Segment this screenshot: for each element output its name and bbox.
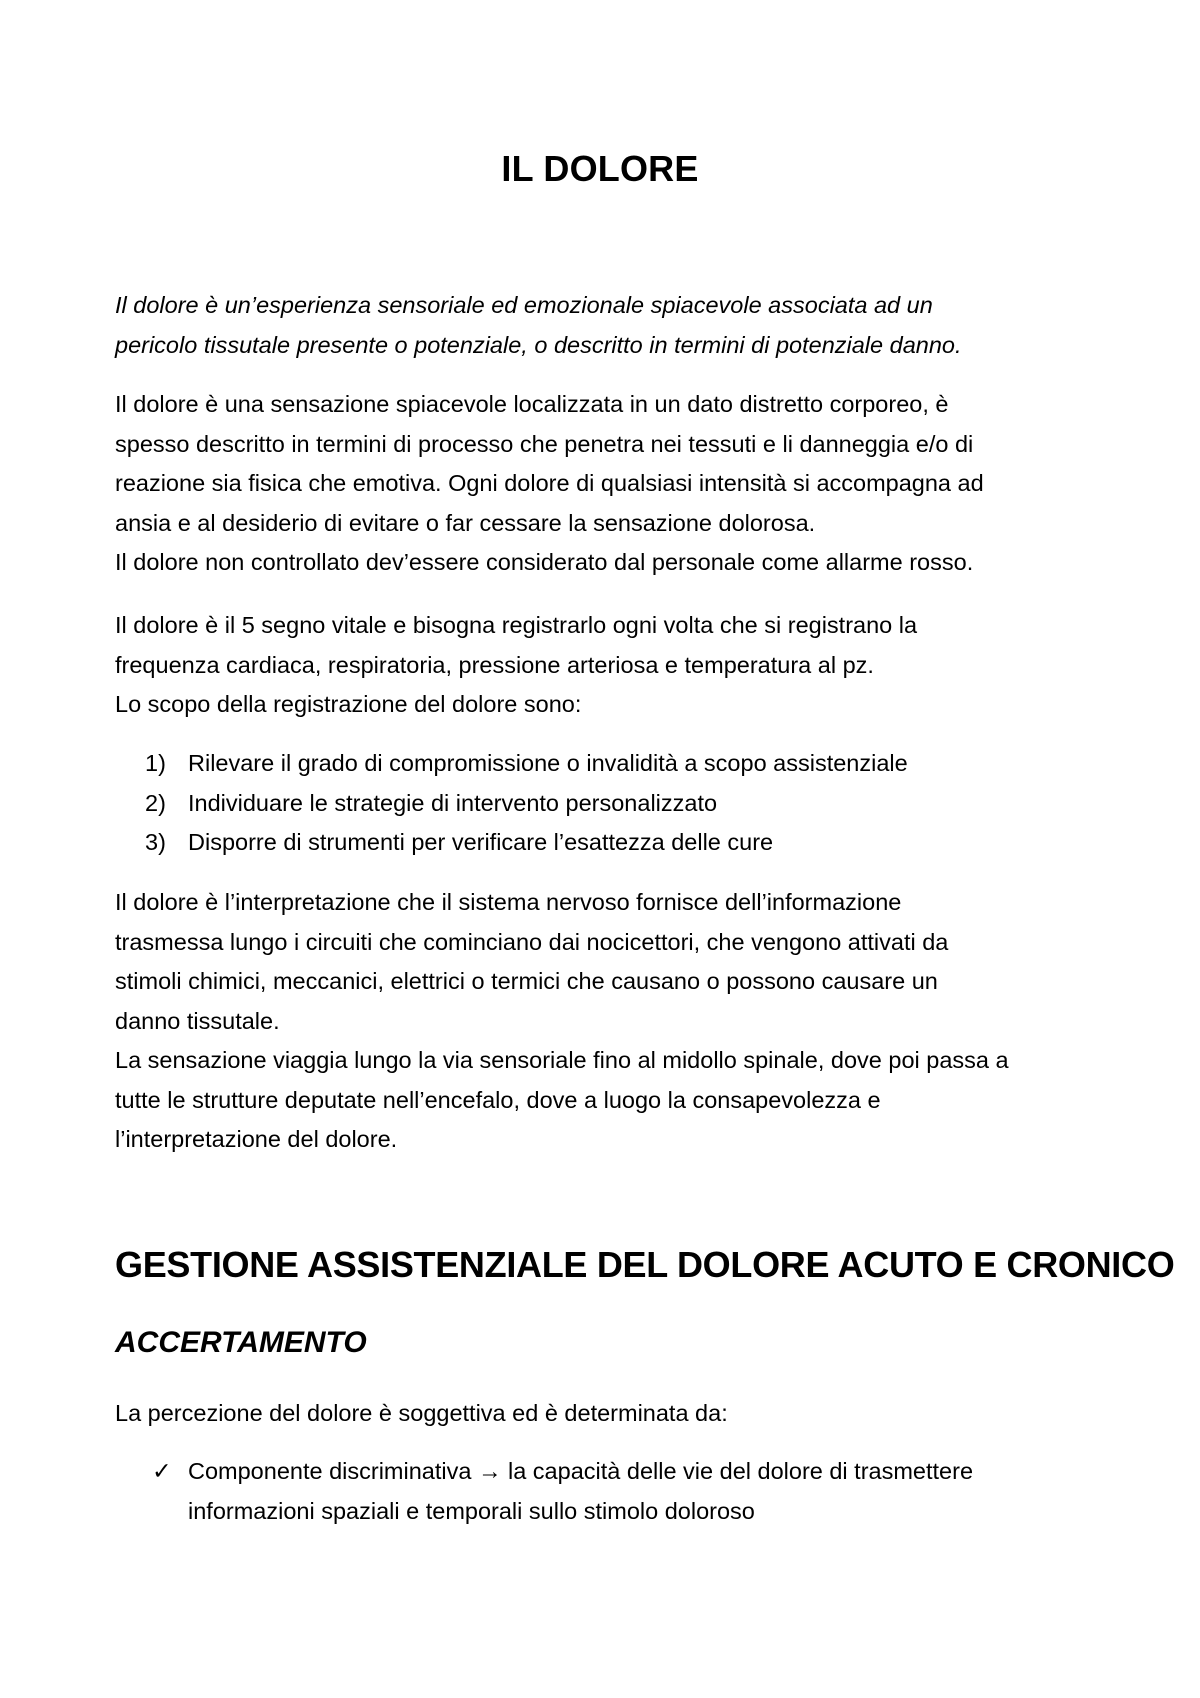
checkmark-icon: ✓ (152, 1458, 172, 1484)
list-number: 3) (145, 829, 166, 855)
document-title: IL DOLORE (501, 148, 699, 189)
paragraph-line: Lo scopo della registrazione del dolore sono: (115, 691, 582, 717)
list-item-text: Individuare le strategie di intervento personalizzato (188, 789, 718, 816)
purpose-list (145, 744, 1075, 863)
paragraph-line: Il dolore non controllato dev’essere considerato dal personale come allarme rosso. (115, 549, 974, 575)
list-item-text: Disporre di strumenti per verificare l’esattezza delle cure (188, 829, 774, 855)
paragraph-line: Il dolore è l’interpretazione che il sistema nervoso fornisce dell’informazione (115, 889, 902, 915)
list-item (145, 823, 1075, 863)
paragraph-line: Il dolore è una sensazione spiacevole localizzata in un dato distretto corporeo, è (115, 391, 949, 417)
subsection-heading: ACCERTAMENTO (115, 1326, 367, 1359)
list-item-text (188, 1452, 973, 1531)
list-item-line: Componente discriminativa → la capacità delle vie del dolore di trasmettere (188, 1458, 974, 1484)
paragraph-line: trasmessa lungo i circuiti che cominciano dai nocicettori, che vengono attivati da (115, 928, 949, 955)
list-item-text: Rilevare il grado di compromissione o invalidità a scopo assistenziale (188, 750, 908, 776)
definition-paragraph (115, 286, 1075, 365)
list-item (145, 744, 1075, 784)
list-item (145, 784, 1075, 824)
list-number: 1) (145, 750, 166, 776)
determinants-list (152, 1452, 1082, 1531)
paragraph-line: ansia e al desiderio di evitare o far cessare la sensazione dolorosa. (115, 509, 816, 536)
perception-paragraph (115, 1394, 1075, 1434)
paragraph-line: spesso descritto in termini di processo che penetra nei tessuti e li danneggia e/o di (115, 430, 974, 457)
paragraph-line: La sensazione viaggia lungo la via sensoriale fino al midollo spinale, dove poi passa a (115, 1047, 1009, 1073)
list-number: 2) (145, 789, 166, 816)
definition-line: Il dolore è un’esperienza sensoriale ed emozionale spiacevole associata ad un (115, 292, 933, 318)
section-heading: GESTIONE ASSISTENZIALE DEL DOLORE ACUTO E CRONICO (115, 1244, 1175, 1285)
paragraph-line: La percezione del dolore è soggettiva ed è determinata da: (115, 1400, 728, 1426)
list-item (152, 1452, 1082, 1531)
interpretation-paragraph (115, 883, 1075, 1160)
paragraph-line: tutte le strutture deputate nell’encefalo, dove a luogo la consapevolezza e (115, 1086, 881, 1113)
definition-line: pericolo tissutale presente o potenziale, o descritto in termini di potenziale danno. (115, 331, 962, 358)
list-item-line: informazioni spaziali e temporali sullo stimolo doloroso (188, 1497, 755, 1524)
paragraph-line: stimoli chimici, meccanici, elettrici o termici che causano o possono causare un (115, 968, 938, 994)
paragraph-line: danno tissutale. (115, 1007, 280, 1034)
description-paragraph (115, 385, 1075, 583)
paragraph-line: reazione sia fisica che emotiva. Ogni dolore di qualsiasi intensità si accompagna ad (115, 470, 984, 496)
paragraph-line: frequenza cardiaca, respiratoria, pressione arteriosa e temperatura al pz. (115, 651, 874, 678)
vital-sign-paragraph (115, 606, 1075, 725)
paragraph-line: Il dolore è il 5 segno vitale e bisogna registrarlo ogni volta che si registrano la (115, 612, 918, 638)
paragraph-line: l’interpretazione del dolore. (115, 1126, 398, 1152)
